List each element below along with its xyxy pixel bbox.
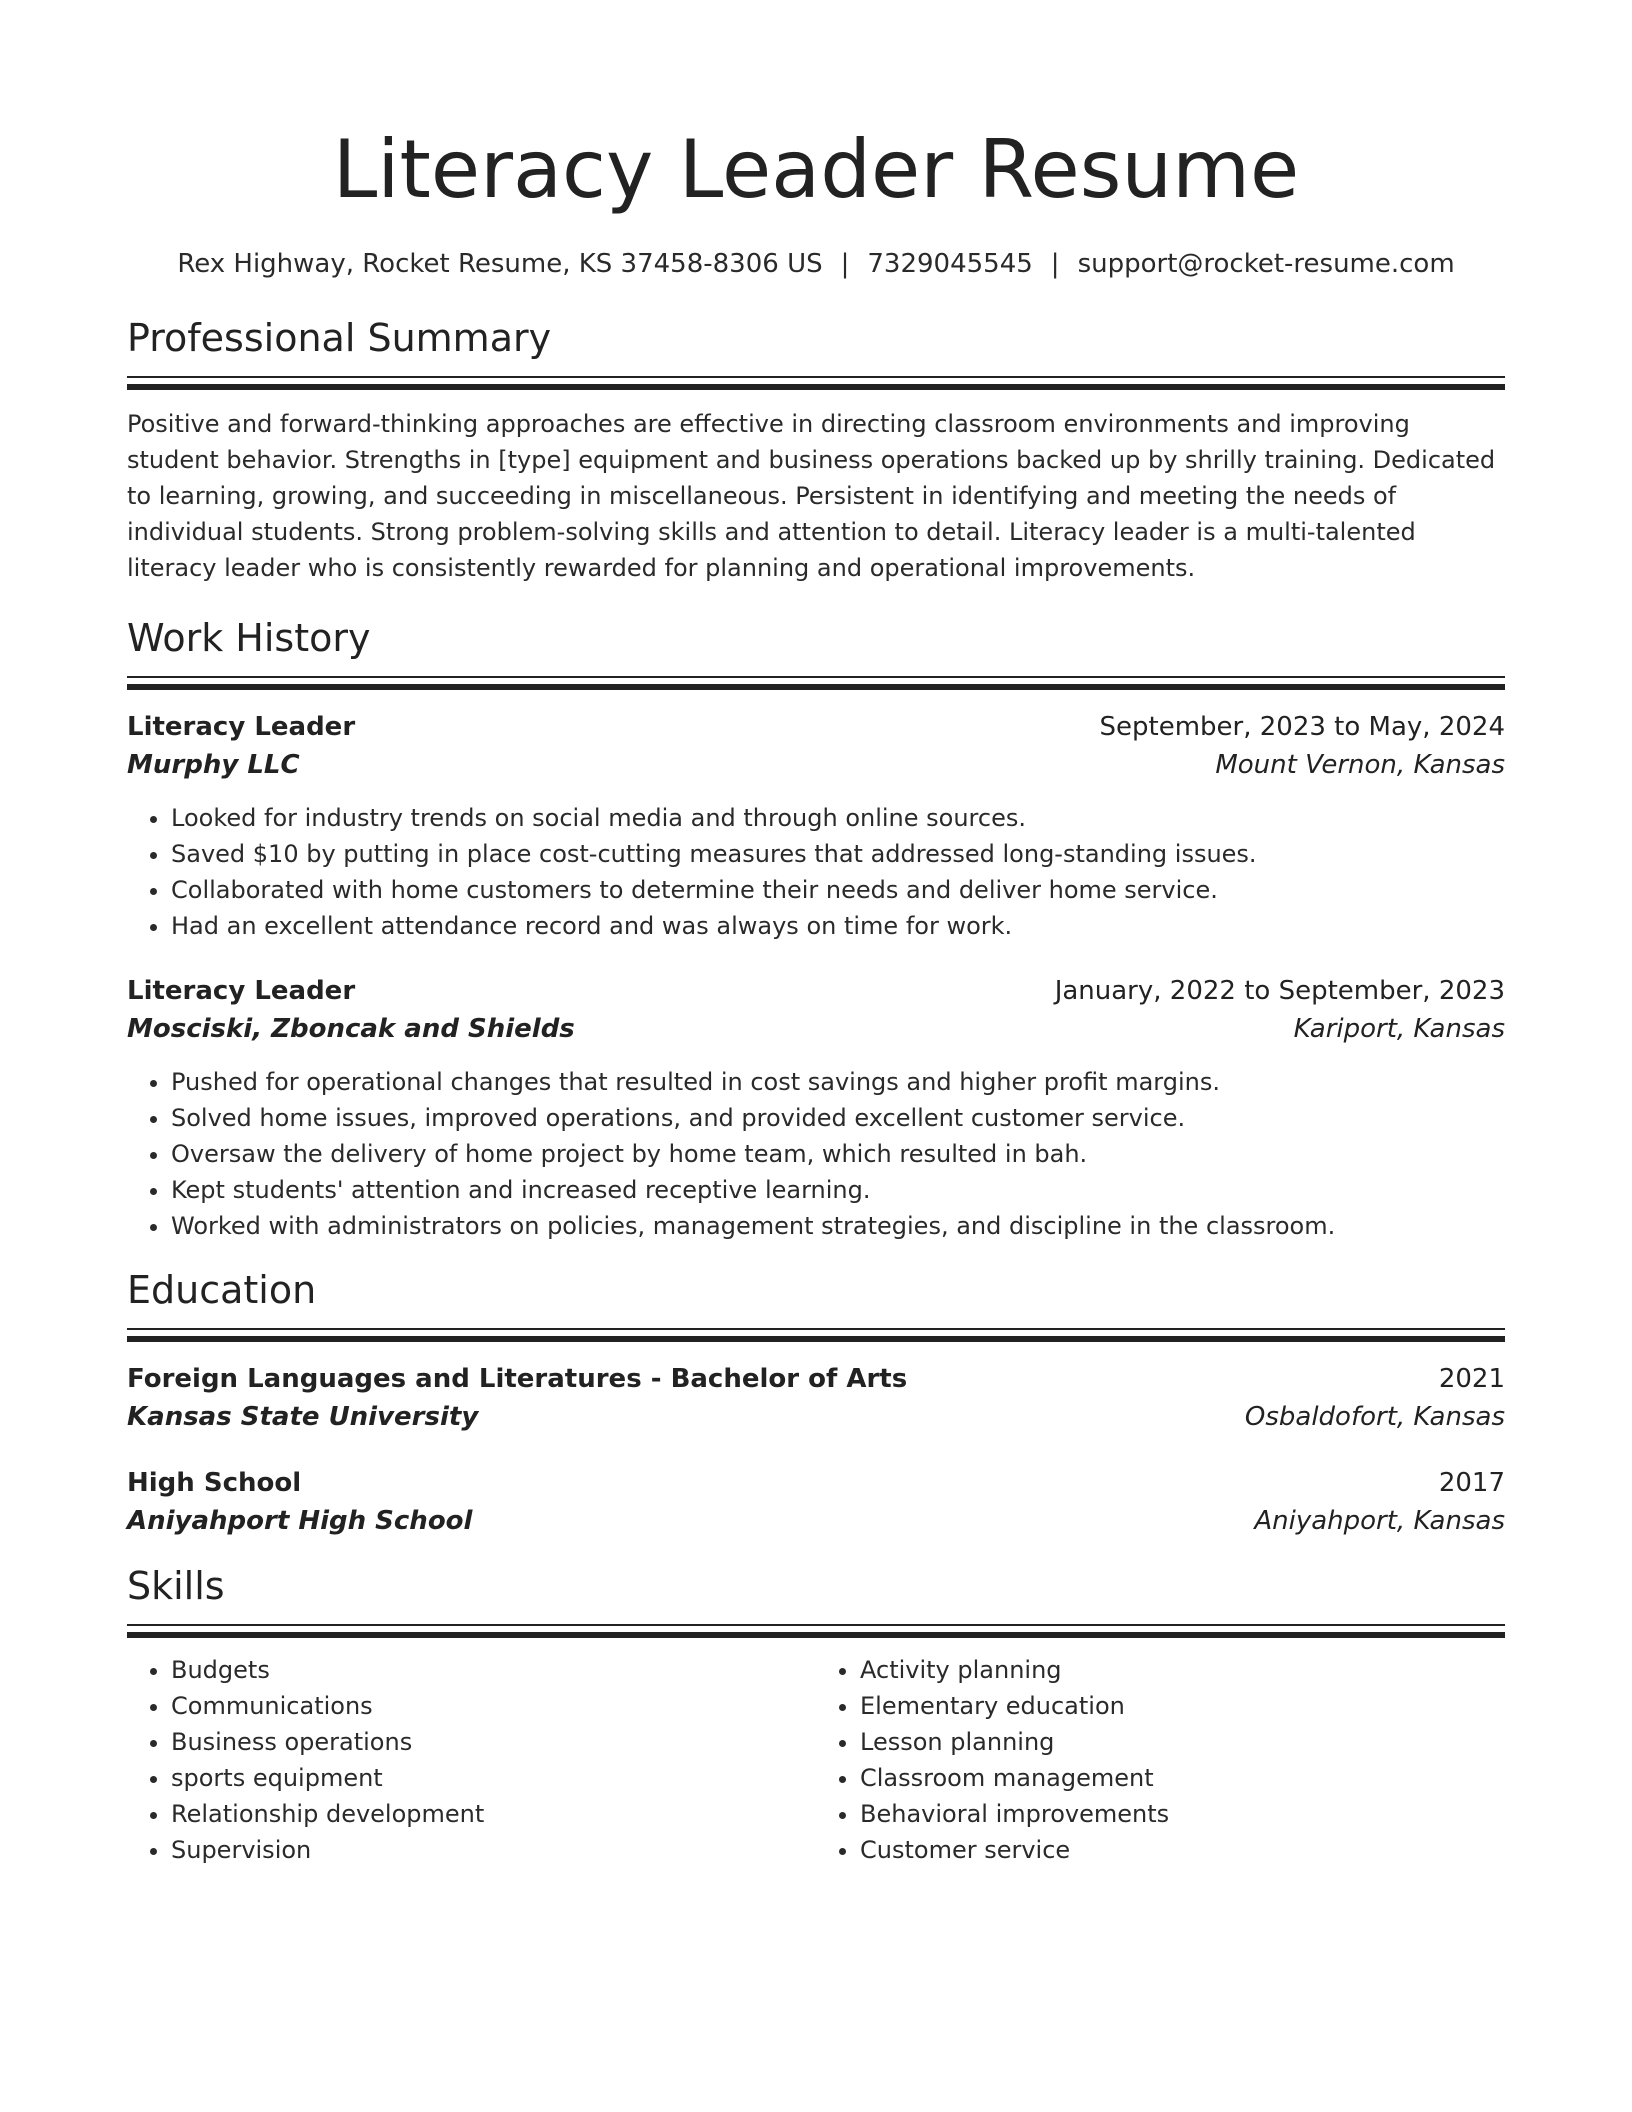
job-entry bbox=[127, 708, 1505, 944]
education-school: Kansas State University bbox=[127, 1402, 479, 1432]
job-bullets bbox=[127, 800, 1505, 944]
section-divider bbox=[127, 1328, 1505, 1342]
education-year: 2017 bbox=[1438, 1468, 1505, 1498]
job-company: Murphy LLC bbox=[127, 750, 300, 780]
list-item: • Classroom management bbox=[860, 1760, 1505, 1796]
section-heading: Education bbox=[127, 1268, 317, 1312]
job-bullets bbox=[127, 1064, 1505, 1244]
education-section bbox=[127, 1266, 1505, 1540]
section-divider bbox=[127, 376, 1505, 390]
job-company: Mosciski, Zboncak and Shields bbox=[127, 1014, 575, 1044]
education-degree: Foreign Languages and Literatures - Bachelor of Arts bbox=[127, 1364, 908, 1394]
education-location: Aniyahport, Kansas bbox=[1254, 1506, 1505, 1536]
education-entry bbox=[127, 1360, 1505, 1436]
list-item: • Solved home issues, improved operations, and provided excellent customer service. bbox=[171, 1100, 1505, 1136]
list-item: • Communications bbox=[171, 1688, 816, 1724]
section-divider bbox=[127, 676, 1505, 690]
work-history-section bbox=[127, 614, 1505, 1244]
list-item: • sports equipment bbox=[171, 1760, 816, 1796]
job-role: Literacy Leader bbox=[127, 976, 356, 1006]
section-divider bbox=[127, 1624, 1505, 1638]
list-item: • Kept students' attention and increased receptive learning. bbox=[171, 1172, 1505, 1208]
list-item: • Collaborated with home customers to determine their needs and deliver home service. bbox=[171, 872, 1505, 908]
education-degree: High School bbox=[127, 1468, 302, 1498]
page-title: Literacy Leader Resume bbox=[332, 123, 1300, 216]
summary-section bbox=[127, 314, 1505, 586]
contact-phone: 7329045545 bbox=[867, 249, 1033, 279]
section-heading: Skills bbox=[127, 1564, 225, 1608]
list-item: • Supervision bbox=[171, 1832, 816, 1868]
list-item: • Behavioral improvements bbox=[860, 1796, 1505, 1832]
list-item: • Budgets bbox=[171, 1652, 816, 1688]
education-entry bbox=[127, 1464, 1505, 1540]
job-location: Kariport, Kansas bbox=[1293, 1014, 1505, 1044]
list-item: • Saved $10 by putting in place cost-cutting measures that addressed long-standing issues. bbox=[171, 836, 1505, 872]
contact-email[interactable]: support@rocket-resume.com bbox=[1077, 249, 1455, 279]
skills-section bbox=[127, 1562, 1505, 1868]
list-item: • Business operations bbox=[171, 1724, 816, 1760]
list-item: • Had an excellent attendance record and was always on time for work. bbox=[171, 908, 1505, 944]
list-item: • Lesson planning bbox=[860, 1724, 1505, 1760]
list-item: • Oversaw the delivery of home project by home team, which resulted in bah. bbox=[171, 1136, 1505, 1172]
section-heading: Work History bbox=[127, 616, 371, 660]
contact-line bbox=[127, 246, 1505, 282]
skills-column-left bbox=[127, 1652, 816, 1868]
skills-grid bbox=[127, 1652, 1505, 1868]
contact-separator: | bbox=[840, 249, 850, 279]
job-dates: January, 2022 to September, 2023 bbox=[1054, 976, 1505, 1006]
list-item: • Activity planning bbox=[860, 1652, 1505, 1688]
list-item: • Pushed for operational changes that resulted in cost savings and higher profit margins. bbox=[171, 1064, 1505, 1100]
section-heading: Professional Summary bbox=[127, 316, 552, 360]
job-role: Literacy Leader bbox=[127, 712, 356, 742]
contact-separator: | bbox=[1050, 249, 1060, 279]
list-item: • Relationship development bbox=[171, 1796, 816, 1832]
education-year: 2021 bbox=[1438, 1364, 1505, 1394]
education-location: Osbaldofort, Kansas bbox=[1244, 1402, 1505, 1432]
education-school: Aniyahport High School bbox=[127, 1506, 473, 1536]
job-entry bbox=[127, 972, 1505, 1244]
list-item: • Worked with administrators on policies, management strategies, and discipline in the classroom. bbox=[171, 1208, 1505, 1244]
job-location: Mount Vernon, Kansas bbox=[1215, 750, 1505, 780]
job-dates: September, 2023 to May, 2024 bbox=[1099, 712, 1505, 742]
list-item: • Looked for industry trends on social media and through online sources. bbox=[171, 800, 1505, 836]
list-item: • Elementary education bbox=[860, 1688, 1505, 1724]
contact-address: Rex Highway, Rocket Resume, KS 37458-8306 US bbox=[177, 249, 823, 279]
skills-column-right bbox=[816, 1652, 1505, 1868]
list-item: • Customer service bbox=[860, 1832, 1505, 1868]
summary-text: Positive and forward-thinking approaches are effective in directing classroom environments and improving student behavior. Strengths in [type] equipment and business operations backed up by shrilly training. Dedicated to learning, growing, and succeeding in miscellaneous. Persistent in identifying and meeting the needs of individual students. Strong problem-solving skills and attention to detail. Literacy leader is a multi-talented literacy leader who is consistently rewarded for planning and operational improvements. bbox=[127, 410, 1496, 582]
